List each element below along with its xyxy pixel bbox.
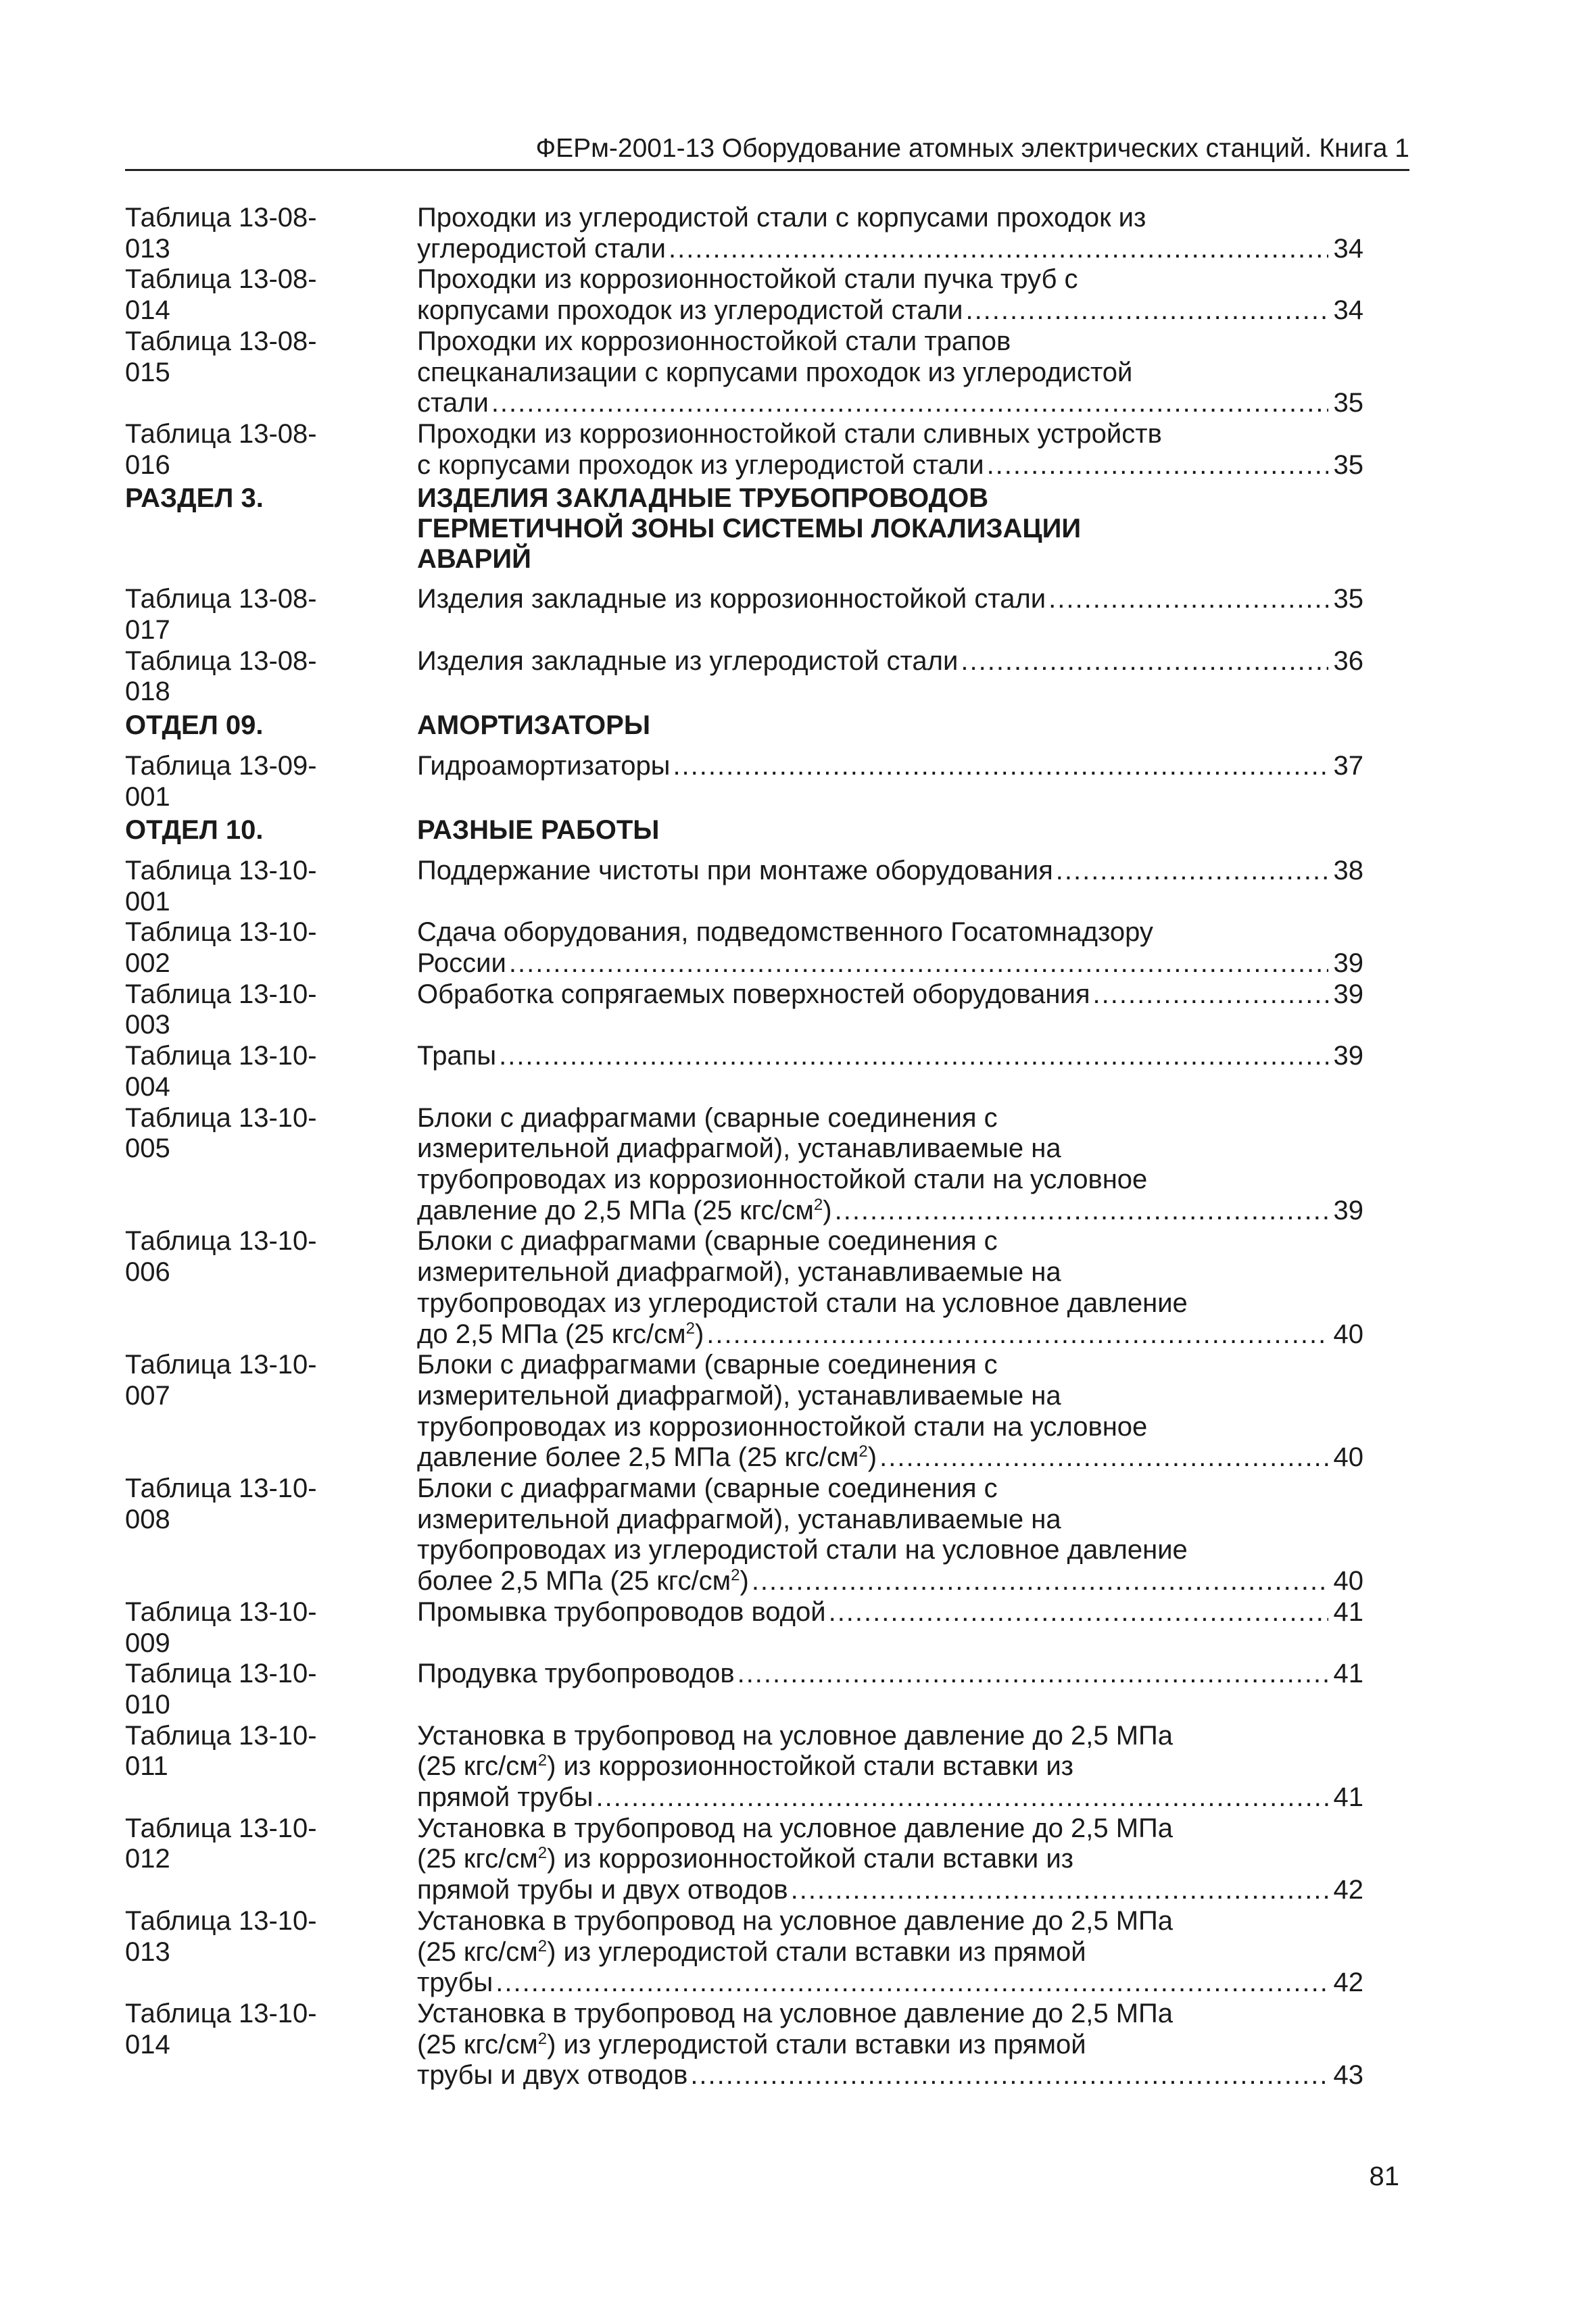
entry-title-last-line: Изделия закладные из коррозионностойкой стали — [417, 584, 1046, 614]
dot-leader — [829, 1597, 1328, 1628]
entry-title-last-line: Обработка сопрягаемых поверхностей оборудования — [417, 979, 1090, 1009]
entry-title — [417, 1906, 1409, 1999]
entry-title-last-line: Трапы — [417, 1041, 497, 1071]
entry-title-line: Проходки из коррозионностойкой стали сливных устройств — [417, 418, 1162, 449]
entry-title — [417, 326, 1409, 419]
table-label: Таблица 13-10- 011 — [125, 1720, 317, 1782]
entry-page-number: 36 — [1333, 645, 1363, 676]
entry-title-last-line: давление до 2,5 МПа (25 кгс/$см^2$) — [417, 1195, 832, 1225]
entry-title — [417, 1103, 1409, 1227]
toc-entry — [125, 1597, 1409, 1659]
entry-title-line: Установка в трубопровод на условное давление до 2,5 МПа — [417, 1998, 1174, 2028]
entry-page-number: 39 — [1333, 1195, 1363, 1225]
toc-entry — [125, 1813, 1409, 1906]
entry-title-last-line: России — [417, 948, 506, 979]
dot-leader — [706, 1319, 1328, 1350]
entry-title — [417, 1659, 1409, 1720]
entry-title-line: трубопроводах из углеродистой стали на условное давление — [417, 1288, 1188, 1318]
entry-title-line: Проходки из коррозионностойкой стали пучка труб с — [417, 264, 1078, 295]
entry-title-line: (25 кгс/$см^2$) из углеродистой стали вставки из прямой — [417, 1936, 1086, 1967]
entry-title-last-line: трубы — [417, 1968, 493, 1998]
table-label: Таблица 13-10- 007 — [125, 1350, 317, 1411]
entry-title-last-line: корпусами проходок из углеродистой стали — [417, 295, 963, 326]
entry-title-last-line: трубы и двух отводов — [417, 2060, 688, 2091]
entry-title — [417, 264, 1409, 326]
entry-title-line: Установка в трубопровод на условное давление до 2,5 МПа — [417, 1813, 1174, 1843]
toc-entry — [125, 584, 1409, 645]
toc-entry — [125, 1041, 1409, 1102]
entry-page-number: 35 — [1333, 388, 1363, 418]
toc-entry — [125, 1906, 1409, 1999]
entry-title — [417, 1721, 1409, 1813]
table-label: Таблица 13-10- 009 — [125, 1597, 317, 1658]
entry-title — [417, 1813, 1409, 1906]
table-label: Таблица 13-08- 017 — [125, 584, 317, 645]
dot-leader — [495, 1968, 1328, 1999]
entry-title — [417, 1350, 1409, 1473]
table-of-contents — [125, 203, 1409, 2091]
dot-leader — [752, 1566, 1328, 1597]
running-header: ФЕРм-2001-13 Оборудование атомных электрических станций. Книга 1 — [535, 134, 1409, 163]
entry-title — [417, 646, 1409, 708]
dot-leader — [835, 1196, 1328, 1227]
toc-entry — [125, 1226, 1409, 1350]
table-label: Таблица 13-10- 004 — [125, 1041, 317, 1102]
entry-title-last-line: Промывка трубопроводов водой — [417, 1597, 826, 1627]
entry-title-last-line: прямой трубы и двух отводов — [417, 1875, 788, 1905]
dot-leader — [879, 1442, 1328, 1473]
table-label: Таблица 13-08- 015 — [125, 326, 317, 387]
table-label: Таблица 13-08- 018 — [125, 645, 317, 707]
entry-page-number: 35 — [1333, 584, 1363, 614]
entry-page-number: 42 — [1333, 1875, 1363, 1905]
table-label: Таблица 13-10- 005 — [125, 1102, 317, 1164]
table-label: Таблица 13-08- 014 — [125, 264, 317, 326]
entry-title-line: Блоки с диафрагмами (сварные соединения с — [417, 1226, 998, 1257]
entry-title — [417, 751, 1409, 812]
toc-entry — [125, 1659, 1409, 1720]
entry-title-line: Установка в трубопровод на условное давление до 2,5 МПа — [417, 1720, 1174, 1751]
toc-entry — [125, 1999, 1409, 2091]
entry-page-number: 41 — [1333, 1597, 1363, 1627]
dot-leader — [491, 388, 1328, 419]
entry-page-number: 37 — [1333, 750, 1363, 781]
table-label: Таблица 13-10- 002 — [125, 917, 317, 979]
entry-title-line: (25 кгс/$см^2$) из коррозионностойкой стали вставки из — [417, 1844, 1074, 1874]
entry-page-number: 38 — [1333, 855, 1363, 885]
entry-title-line: Установка в трубопровод на условное давление до 2,5 МПа — [417, 1905, 1174, 1936]
table-label: Таблица 13-10- 003 — [125, 979, 317, 1040]
entry-title — [417, 979, 1409, 1041]
toc-entry — [125, 917, 1409, 979]
entry-title-line: (25 кгс/$см^2$) из углеродистой стали вставки из прямой — [417, 2029, 1086, 2060]
entry-page-number: 40 — [1333, 1319, 1363, 1349]
dot-leader — [791, 1875, 1328, 1906]
page-number: 81 — [1369, 2162, 1399, 2191]
section-label: РАЗДЕЛ 3. — [125, 483, 264, 514]
entry-page-number: 43 — [1333, 2060, 1363, 2091]
dot-leader — [737, 1659, 1328, 1690]
entry-title — [417, 419, 1409, 481]
entry-title — [417, 856, 1409, 917]
table-label: Таблица 13-10- 001 — [125, 855, 317, 917]
toc-entry — [125, 646, 1409, 708]
toc-entry — [125, 419, 1409, 481]
toc-entry — [125, 1721, 1409, 1813]
table-label: Таблица 13-08- 013 — [125, 203, 317, 264]
entry-page-number: 42 — [1333, 1968, 1363, 1998]
entry-title-line: трубопроводах из коррозионностойкой стали на условное — [417, 1164, 1148, 1194]
entry-title-line: трубопроводах из углеродистой стали на условное давление — [417, 1535, 1188, 1565]
dot-leader — [961, 646, 1328, 677]
toc-entry — [125, 751, 1409, 812]
entry-title-line: измерительной диафрагмой), устанавливаемые на — [417, 1134, 1061, 1164]
entry-page-number: 41 — [1333, 1782, 1363, 1813]
toc-entry — [125, 1350, 1409, 1473]
section-title — [417, 483, 1409, 575]
entry-title-last-line: с корпусами проходок из углеродистой стали — [417, 449, 984, 480]
entry-title — [417, 1041, 1409, 1102]
toc-entry — [125, 264, 1409, 326]
dot-leader — [1048, 584, 1328, 615]
entry-title — [417, 917, 1409, 979]
entry-title-line: измерительной диафрагмой), устанавливаемые на — [417, 1380, 1061, 1411]
entry-title-line: (25 кгс/$см^2$) из коррозионностойкой стали вставки из — [417, 1751, 1074, 1782]
entry-page-number: 39 — [1333, 1041, 1363, 1071]
entry-title-line: трубопроводах из коррозионностойкой стали на условное — [417, 1411, 1148, 1442]
section-heading-row — [125, 481, 1409, 575]
dot-leader — [669, 234, 1328, 265]
toc-entry — [125, 203, 1409, 264]
entry-title-line: измерительной диафрагмой), устанавливаемые на — [417, 1257, 1061, 1288]
entry-page-number: 41 — [1333, 1659, 1363, 1689]
table-label: Таблица 13-09- 001 — [125, 750, 317, 812]
dot-leader — [509, 948, 1328, 979]
dot-leader — [690, 2060, 1328, 2091]
entry-title-line: Проходки из углеродистой стали с корпусами проходок из — [417, 203, 1146, 233]
section-title-line: РАЗНЫЕ РАБОТЫ — [417, 815, 660, 846]
table-label: Таблица 13-10- 008 — [125, 1473, 317, 1534]
table-label: Таблица 13-10- 012 — [125, 1813, 317, 1874]
entry-title-last-line: Поддержание чистоты при монтаже оборудования — [417, 855, 1053, 885]
section-label: ОТДЕЛ 09. — [125, 710, 264, 741]
dot-leader — [965, 295, 1328, 326]
entry-page-number: 39 — [1333, 948, 1363, 979]
entry-title-line: Сдача оборудования, подведомственного Госатомнадзору — [417, 917, 1153, 948]
entry-page-number: 34 — [1333, 233, 1363, 264]
entry-title-line: Блоки с диафрагмами (сварные соединения с — [417, 1350, 998, 1380]
entry-title-last-line: углеродистой стали — [417, 233, 666, 264]
entry-title-last-line: стали — [417, 388, 489, 418]
section-title — [417, 710, 1409, 741]
entry-title-last-line: более 2,5 МПа (25 кгс/$см^2$) — [417, 1566, 749, 1597]
toc-entry — [125, 1103, 1409, 1227]
dot-leader — [1056, 856, 1328, 887]
entry-title — [417, 1999, 1409, 2091]
entry-page-number: 35 — [1333, 449, 1363, 480]
entry-page-number: 39 — [1333, 979, 1363, 1009]
entry-title-last-line: Продувка трубопроводов — [417, 1659, 735, 1689]
entry-title-line: измерительной диафрагмой), устанавливаемые на — [417, 1504, 1061, 1534]
entry-title-last-line: до 2,5 МПа (25 кгс/$см^2$) — [417, 1319, 704, 1349]
dot-leader — [1093, 979, 1329, 1010]
toc-entry — [125, 979, 1409, 1041]
entry-title-last-line: прямой трубы — [417, 1782, 594, 1813]
table-label: Таблица 13-08- 016 — [125, 418, 317, 480]
entry-page-number: 34 — [1333, 295, 1363, 326]
dot-leader — [987, 450, 1328, 481]
toc-entry — [125, 856, 1409, 917]
entry-page-number: 40 — [1333, 1442, 1363, 1473]
entry-title-line: Блоки с диафрагмами (сварные соединения с — [417, 1102, 998, 1133]
entry-title-last-line: давление более 2,5 МПа (25 кгс/$см^2$) — [417, 1442, 877, 1473]
table-label: Таблица 13-10- 006 — [125, 1226, 317, 1288]
toc-entry — [125, 1473, 1409, 1597]
dot-leader — [673, 751, 1328, 782]
entry-title-line: Проходки их коррозионностойкой стали трапов — [417, 326, 1011, 356]
section-label: ОТДЕЛ 10. — [125, 815, 264, 846]
section-title-line: ИЗДЕЛИЯ ЗАКЛАДНЫЕ ТРУБОПРОВОДОВ — [417, 483, 989, 514]
table-label: Таблица 13-10- 013 — [125, 1905, 317, 1967]
entry-title-line: Блоки с диафрагмами (сварные соединения с — [417, 1473, 998, 1504]
toc-entry — [125, 326, 1409, 419]
section-heading-row — [125, 812, 1409, 846]
entry-title — [417, 1597, 1409, 1659]
table-label: Таблица 13-10- 010 — [125, 1659, 317, 1720]
entry-title-last-line: Изделия закладные из углеродистой стали — [417, 645, 959, 676]
entry-title — [417, 1473, 1409, 1597]
dot-leader — [596, 1782, 1328, 1813]
table-label: Таблица 13-10- 014 — [125, 1998, 317, 2060]
entry-title-last-line: Гидроамортизаторы — [417, 750, 671, 781]
section-title-line: АВАРИЙ — [417, 544, 531, 575]
section-title-line: ГЕРМЕТИЧНОЙ ЗОНЫ СИСТЕМЫ ЛОКАЛИЗАЦИИ — [417, 514, 1082, 544]
entry-title-line: спецканализации с корпусами проходок из углеродистой — [417, 357, 1133, 387]
section-heading-row — [125, 708, 1409, 741]
entry-page-number: 40 — [1333, 1566, 1363, 1597]
header-rule — [125, 169, 1409, 171]
dot-leader — [499, 1041, 1328, 1072]
section-title-line: АМОРТИЗАТОРЫ — [417, 710, 650, 741]
entry-title — [417, 584, 1409, 645]
entry-title — [417, 203, 1409, 264]
section-title — [417, 815, 1409, 846]
entry-title — [417, 1226, 1409, 1350]
